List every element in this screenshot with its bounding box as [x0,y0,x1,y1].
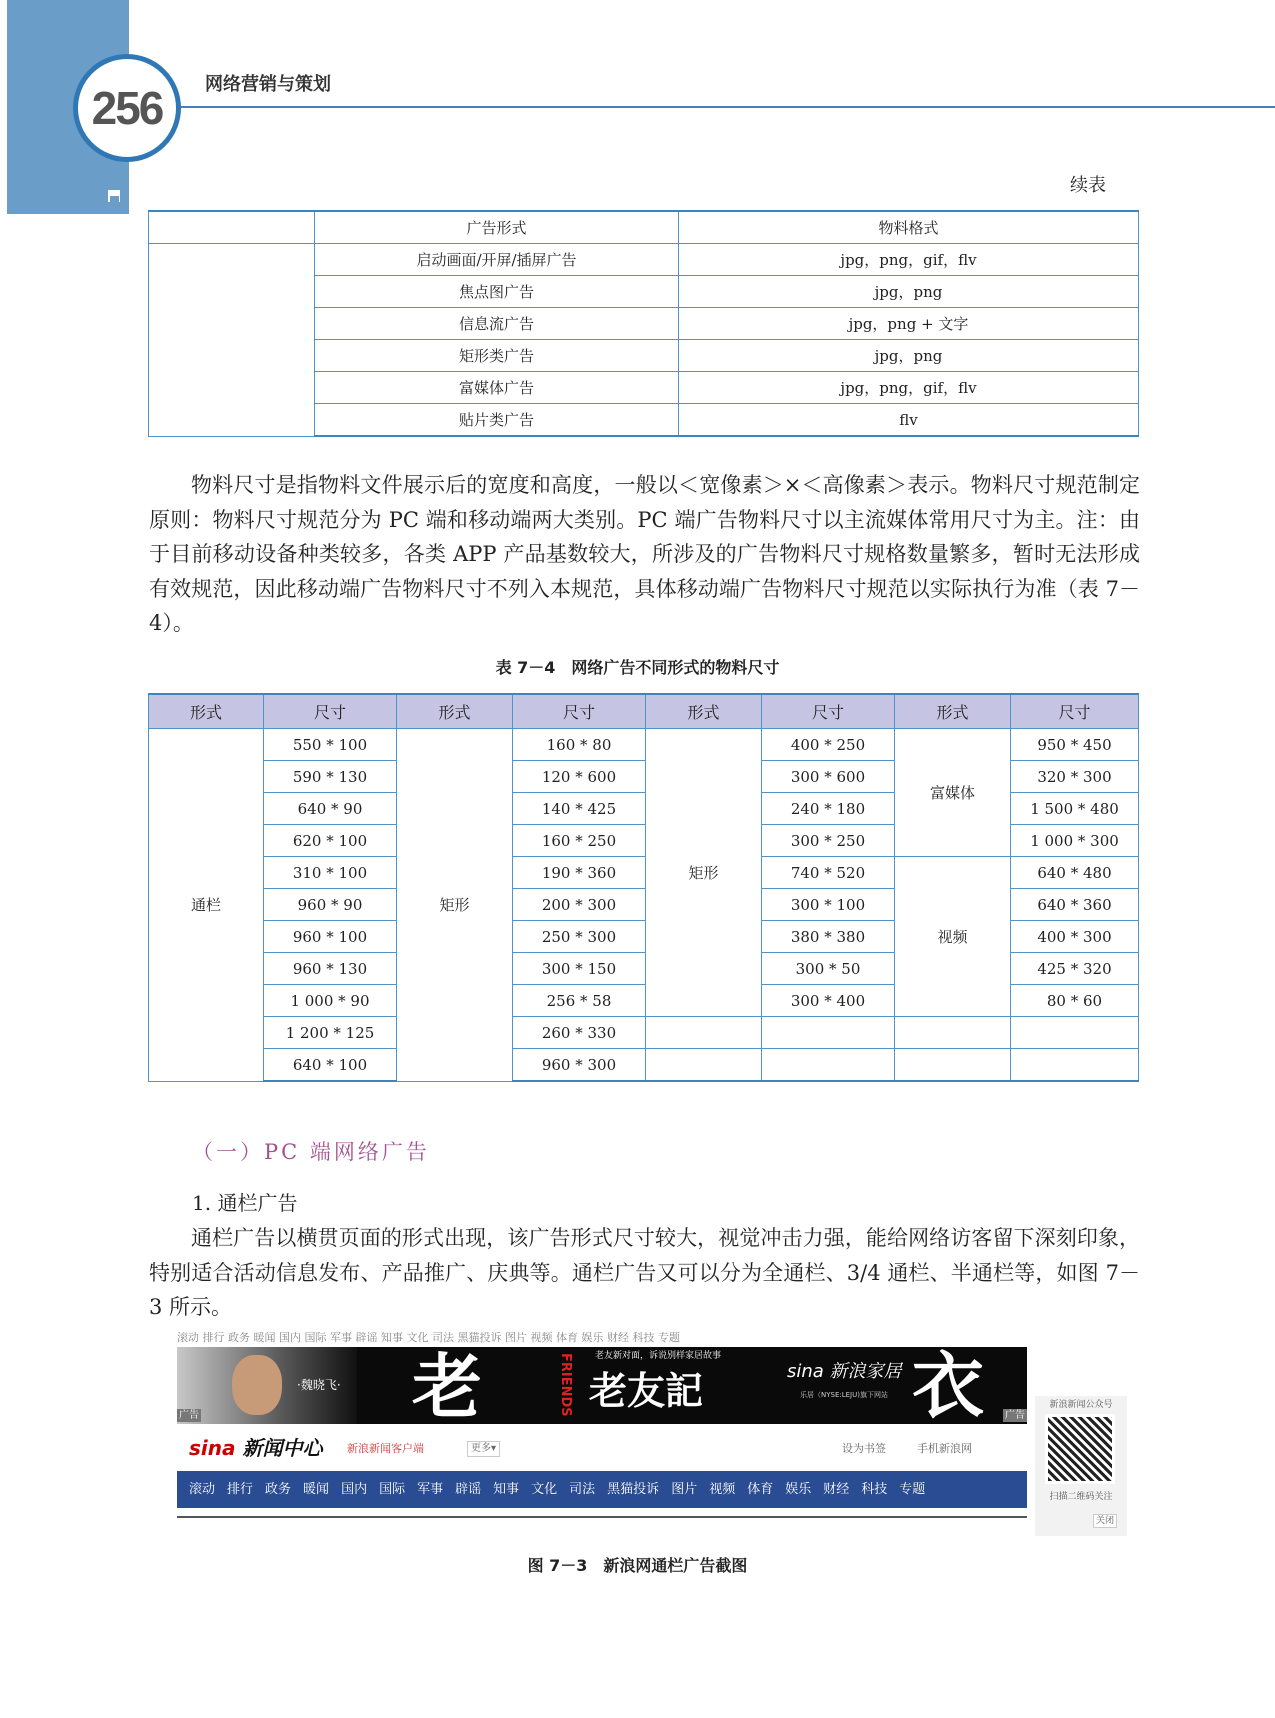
table-row [149,1017,1139,1049]
size-cell: 640 * 90 [264,793,397,825]
nav-item[interactable]: 娱乐 [785,1481,812,1497]
sina-logo-text: sina [189,1436,236,1460]
size-cell: 400 * 250 [762,729,895,761]
nav-item[interactable]: 文化 [531,1481,558,1497]
ad-form-cell: 信息流广告 [315,308,679,340]
form-header: 形式 [646,694,762,729]
paragraph-text: 物料尺寸是指物料文件展示后的宽度和高度，一般以＜宽像素＞×＜高像素＞表示。物料尺寸规范制定原则：物料尺寸规范分为 PC 端和移动端两大类别。PC 端广告物料尺寸以主流媒体常用尺寸为主。注：由于目前移动设备种类较多，各类 APP 产品基数较大，所涉及的广告物料尺寸规格数量繁多，暂时无法形成有效规范，因此移动端广告物料尺寸不列入本规范，具体移动端广告物料尺寸规范以实际执行为准（表 7－4）。 [149,473,1140,636]
cropped-top-nav: 滚动 排行 政务 暖闻 国内 国际 军事 辟谣 知事 文化 司法 黑猫投诉 图片 视频 体育 娱乐 财经 科技 专题 [177,1332,680,1344]
table-caption: 表 7－4 网络广告不同形式的物料尺寸 [495,658,780,677]
form-cell: 矩形 [397,729,513,1082]
qr-code-icon [1045,1414,1115,1484]
paragraph-banner-ad [149,1221,1140,1325]
form-cell: 富媒体 [895,729,1011,857]
nav-item[interactable]: 图片 [671,1481,698,1497]
size-cell: 590 * 130 [264,761,397,793]
ad-label: 广告 [1005,1410,1025,1421]
qr-close-button[interactable]: 关闭 [1093,1514,1117,1528]
material-format-cell: jpg，png + 文字 [679,308,1139,340]
size-cell: 960 * 100 [264,921,397,953]
size-cell: 300 * 150 [513,953,646,985]
more-dropdown[interactable]: 更多▾ [467,1441,500,1457]
ad-label: 广告 [179,1410,199,1421]
sina-home-sub: 乐居（NYSE:LEJU)旗下网站 [800,1391,888,1399]
qr-scan-text: 扫描二维码关注 [1049,1492,1113,1502]
size-cell: 380 * 380 [762,921,895,953]
section-heading: （一）PC 端网络广告 [192,1140,430,1164]
size-cell: 1 000 * 90 [264,985,397,1017]
empty-cell [895,1017,1011,1049]
size-cell: 240 * 180 [762,793,895,825]
size-cell: 320 * 300 [1011,761,1139,793]
form-header: 形式 [149,694,264,729]
sina-logo[interactable] [189,1436,322,1460]
size-cell: 160 * 80 [513,729,646,761]
bookmark-link[interactable]: 设为书签 [842,1442,886,1455]
size-cell: 300 * 100 [762,889,895,921]
size-cell: 950 * 450 [1011,729,1139,761]
size-cell: 960 * 90 [264,889,397,921]
brush-character: 老 [412,1347,482,1424]
size-cell: 960 * 300 [513,1049,646,1082]
form-cell: 矩形 [646,729,762,1017]
figure-caption: 图 7－3 新浪网通栏广告截图 [527,1556,748,1575]
ad-form-cell: 富媒体广告 [315,372,679,404]
nav-item[interactable]: 国际 [379,1481,406,1497]
paragraph-text: 通栏广告以横贯页面的形式出现，该广告形式尺寸较大，视觉冲击力强，能给网络访客留下深刻印象，特别适合活动信息发布、产品推广、庆典等。通栏广告又可以分为全通栏、3/4 通栏、半通栏等，如图 7－3 所示。 [149,1226,1140,1320]
size-header: 尺寸 [762,694,895,729]
size-cell: 1 000 * 300 [1011,825,1139,857]
size-cell: 425 * 320 [1011,953,1139,985]
nav-item[interactable]: 排行 [227,1481,254,1497]
table-row [149,244,1139,276]
size-cell: 300 * 400 [762,985,895,1017]
nav-item[interactable]: 暖闻 [303,1481,330,1497]
material-format-cell: jpg，png，gif，flv [679,372,1139,404]
news-center: 新闻中心 [242,1436,323,1460]
mobile-link[interactable]: 手机新浪网 [917,1442,972,1455]
table-row [149,729,1139,761]
form-header: 形式 [397,694,513,729]
decoration-square [110,196,119,205]
sina-header [177,1428,1027,1468]
table-row [149,1049,1139,1082]
size-cell: 160 * 250 [513,825,646,857]
size-header: 尺寸 [1011,694,1139,729]
ad-size-table [148,693,1139,1082]
nav-item[interactable]: 黑猫投诉 [607,1481,660,1497]
friends-text: FRIENDS [558,1353,573,1417]
size-cell: 1 500 * 480 [1011,793,1139,825]
size-cell: 300 * 600 [762,761,895,793]
table-row [149,857,1139,889]
size-cell: 310 * 100 [264,857,397,889]
empty-cell [646,1049,762,1082]
size-cell: 740 * 520 [762,857,895,889]
size-cell: 400 * 300 [1011,921,1139,953]
size-cell: 550 * 100 [264,729,397,761]
size-cell: 1 200 * 125 [264,1017,397,1049]
size-cell: 250 * 300 [513,921,646,953]
ad-form-cell: 焦点图广告 [315,276,679,308]
show-title: 老友記 [589,1368,704,1413]
face [232,1355,282,1415]
actor-name: ·魏晓飞· [297,1378,341,1392]
size-header: 尺寸 [264,694,397,729]
nav-item[interactable]: 滚动 [189,1481,216,1497]
sina-home-logo: sina 新浪家居 [787,1361,902,1382]
size-cell: 120 * 600 [513,761,646,793]
ad-form-cell: 启动画面/开屏/插屏广告 [315,244,679,276]
table-header-row [149,211,1139,244]
page-number: 256 [73,54,181,162]
size-cell: 256 * 58 [513,985,646,1017]
nav-item[interactable]: 科技 [861,1481,888,1497]
cropped-content [177,1516,1027,1542]
empty-cell [149,244,315,437]
book-title: 网络营销与策划 [205,74,331,95]
header-rule [181,106,1275,108]
client-link[interactable]: 新浪新闻客户端 [347,1442,424,1455]
continued-label: 续表 [1070,175,1106,196]
size-cell: 80 * 60 [1011,985,1139,1017]
size-cell: 640 * 100 [264,1049,397,1082]
header-cell: 物料格式 [679,211,1139,244]
sina-banner-screenshot [177,1328,1127,1540]
empty-cell [762,1017,895,1049]
header-cell [149,211,315,244]
form-header: 形式 [895,694,1011,729]
nav-item[interactable]: 政务 [265,1481,292,1497]
empty-cell [762,1049,895,1082]
nav-item[interactable]: 体育 [747,1481,774,1497]
empty-cell [646,1017,762,1049]
subsection-heading: 1. 通栏广告 [192,1191,298,1215]
size-cell: 960 * 130 [264,953,397,985]
size-header: 尺寸 [513,694,646,729]
empty-cell [895,1049,1011,1082]
nav-item[interactable]: 专题 [899,1481,926,1497]
ad-form-cell: 贴片类广告 [315,404,679,437]
banner-ad[interactable] [177,1347,1027,1424]
size-cell: 200 * 300 [513,889,646,921]
size-cell: 640 * 360 [1011,889,1139,921]
nav-item[interactable]: 国内 [341,1481,368,1497]
material-format-cell: flv [679,404,1139,437]
material-format-cell: jpg，png，gif，flv [679,244,1139,276]
ad-format-table-continued [148,210,1139,437]
material-format-cell: jpg，png [679,340,1139,372]
nav-item[interactable]: 司法 [569,1481,596,1497]
size-cell: 300 * 250 [762,825,895,857]
slogan: 老友新对面，诉说别样家居故事 [595,1351,722,1361]
nav-item[interactable]: 知事 [493,1481,520,1497]
material-format-cell: jpg，png [679,276,1139,308]
nav-item[interactable]: 视频 [709,1481,736,1497]
nav-item[interactable]: 辟谣 [455,1481,482,1497]
nav-item[interactable]: 财经 [823,1481,850,1497]
ad-form-cell: 矩形类广告 [315,340,679,372]
size-cell: 140 * 425 [513,793,646,825]
brush-character: 衣 [912,1347,985,1424]
nav-item[interactable]: 军事 [417,1481,444,1497]
qr-title: 新浪新闻公众号 [1049,1400,1113,1410]
size-cell: 640 * 480 [1011,857,1139,889]
empty-cell [1011,1017,1139,1049]
form-cell: 通栏 [149,729,264,1082]
paragraph-material-size [149,468,1140,641]
size-cell: 190 * 360 [513,857,646,889]
qr-panel [1035,1396,1127,1536]
size-cell: 620 * 100 [264,825,397,857]
sina-nav-bar [177,1471,1027,1508]
header-cell: 广告形式 [315,211,679,244]
empty-cell [1011,1049,1139,1082]
form-cell: 视频 [895,857,1011,1017]
size-cell: 260 * 330 [513,1017,646,1049]
size-cell: 300 * 50 [762,953,895,985]
